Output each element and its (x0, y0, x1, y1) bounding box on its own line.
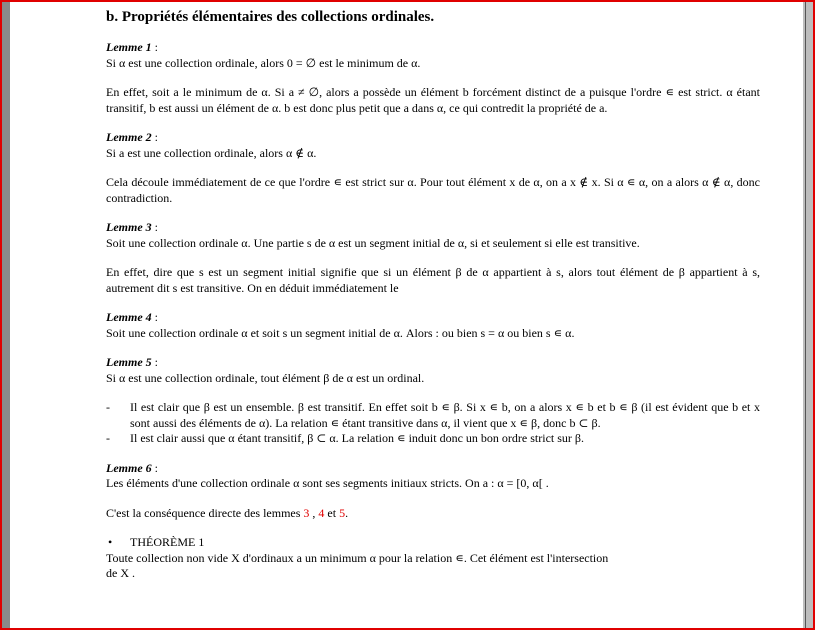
lemme-3-statement: Soit une collection ordinale α. Une partie s de α est un segment initial de α, si et seulement si elle est transitive. (106, 235, 640, 250)
left-margin-bar (2, 2, 10, 628)
lemme-6-colon: : (151, 460, 158, 475)
list-item: - Il est clair aussi que α étant transitif, β ⊂ α. La relation ∊ induit donc un bon ordre strict sur β. (106, 431, 760, 447)
theorem-title: THÉORÈME 1 (130, 535, 205, 549)
section-heading: b. Propriétés élémentaires des collections ordinales. (106, 9, 435, 25)
lemme-1-title: Lemme 1 (106, 40, 152, 54)
lemme-1-colon: : (151, 40, 158, 54)
bullet-icon: • (108, 535, 113, 549)
theorem-statement-line-1: Toute collection non vide X d'ordinaux a un minimum α pour la relation ∊. Cet élément est l'intersection (106, 550, 609, 565)
consequence-end: . (345, 505, 349, 520)
lemme-6-title: Lemme 6 (106, 460, 152, 475)
lemme-3-heading (106, 220, 760, 236)
lemme-2-proof: Cela découle immédiatement de ce que l'ordre ∊ est strict sur α. Pour tout élément x de α, on a x ∉ x. Si α ∊ α, on a alors α ∉ α, donc contradiction. (106, 175, 760, 205)
lemme-3-colon: : (151, 220, 158, 234)
lemme-3-proof: En effet, dire que s est un segment initial signifie que si un élément β de α appartient à s, alors tout élément de β appartient à s, autrement dit s est transitive. On en déduit immédiatement le (106, 265, 760, 295)
lemme-5-title: Lemme 5 (106, 355, 152, 369)
lemme-2-statement: Si a est une collection ordinale, alors α ∉ α. (106, 145, 317, 160)
lemme-2-title: Lemme 2 (106, 130, 152, 144)
lemme-5-heading (106, 355, 760, 371)
document-content (106, 8, 760, 582)
ref-lemme-5-link[interactable]: 5 (339, 505, 346, 520)
lemme-6-statement: Les éléments d'une collection ordinale α sont ses segments initiaux stricts. On a : α = [0, α[ . (106, 476, 549, 490)
lemme-2-heading (106, 130, 760, 146)
ref-lemme-3-link[interactable]: 3 (303, 505, 310, 520)
lemme-5-colon: : (151, 355, 158, 369)
ref-lemme-4-link[interactable]: 4 (318, 505, 325, 520)
lemme-6-heading (106, 461, 760, 477)
lemme-1-statement: Si α est une collection ordinale, alors 0 = ∅ est le minimum de α. (106, 55, 421, 70)
document-page (10, 2, 803, 628)
lemme-4-statement: Soit une collection ordinale α et soit s un segment initial de α. Alors : ou bien s = α ou bien s ∊ α. (106, 325, 575, 340)
lemme-4-colon: : (151, 310, 158, 324)
theorem-statement-line-2: de X . (106, 566, 135, 580)
lemme-2-colon: : (151, 130, 158, 144)
ref-separator: et (324, 505, 340, 520)
ref-separator: , (309, 505, 319, 520)
list-item: - Il est clair que β est un ensemble. β est transitif. En effet soit b ∊ β. Si x ∊ b, on a alors x ∊ b et b ∊ β (il est évident que b et x sont aussi des éléments de α). La relation ∊ étant transitive dans α, il vient que x ∊ β, donc b ⊂ β. (106, 400, 760, 431)
lemme-5-statement: Si α est une collection ordinale, tout élément β de α est un ordinal. (106, 370, 425, 385)
lemme-1-proof: En effet, soit a le minimum de α. Si a ≠ ∅, alors a possède un élément b forcément distinct de a puisque l'ordre ∊ est strict. α étant transitif, b est aussi un élément de α. b est donc plus petit que a dans α, ce qui contredit la propriété de a. (106, 85, 760, 115)
lemme-4-title: Lemme 4 (106, 310, 152, 324)
consequence-text: C'est la conséquence directe des lemmes (106, 505, 304, 520)
lemme-6-consequence (106, 506, 760, 522)
lemme-4-heading (106, 310, 760, 326)
lemme-1-heading (106, 40, 760, 56)
theorem-heading (106, 535, 760, 551)
lemme-3-title: Lemme 3 (106, 220, 152, 234)
lemme-5-proof-list (106, 400, 760, 447)
right-scrollbar[interactable] (803, 2, 813, 628)
